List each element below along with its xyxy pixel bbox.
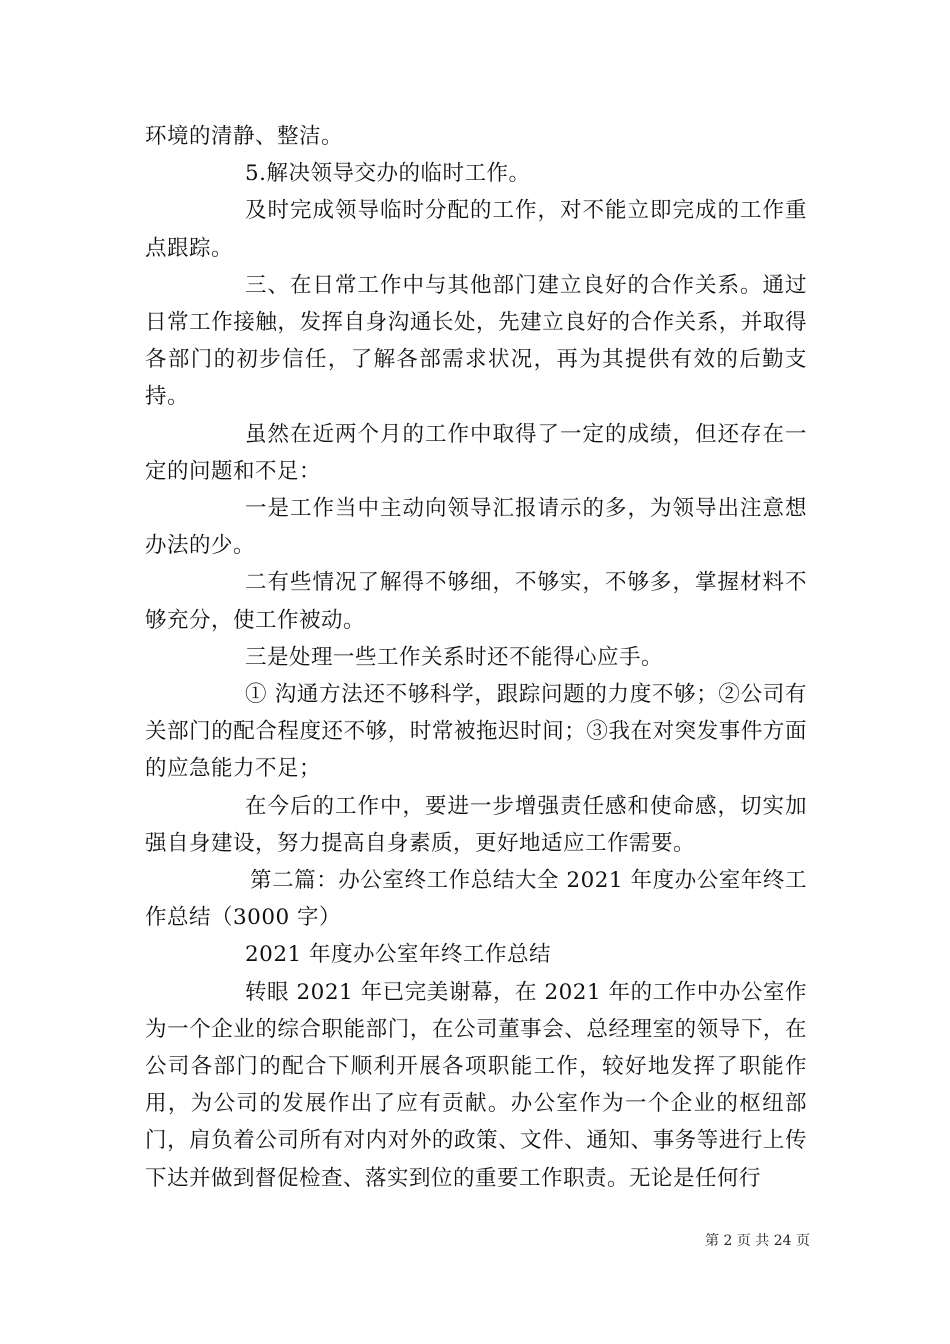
- paragraph-11: 第二篇：办公室终工作总结大全 2021 年度办公室年终工作总结（3000 字）: [145, 868, 807, 931]
- paragraph-4: 三、在日常工作中与其他部门建立良好的合作关系。通过日常工作接触，发挥自身沟通长处，先建立良好的合作关系，并取得各部门的初步信任，了解各部需求状况，再为其提供有效的后勤支持。: [145, 272, 807, 410]
- paragraph-6: 一是工作当中主动向领导汇报请示的多，为领导出注意想办法的少。: [145, 496, 807, 559]
- paragraph-9: ① 沟通方法还不够科学，跟踪问题的力度不够；②公司有关部门的配合程度还不够，时常被拖迟时间；③我在对突发事件方面的应急能力不足；: [145, 682, 807, 782]
- paragraph-7: 二有些情况了解得不够细，不够实，不够多，掌握材料不够充分，使工作被动。: [145, 570, 807, 633]
- paragraph-10: 在今后的工作中，要进一步增强责任感和使命感，切实加强自身建设，努力提高自身素质，更好地适应工作需要。: [145, 793, 807, 856]
- paragraph-1: 环境的清静、整洁。: [145, 124, 344, 149]
- paragraph-2: 5.解决领导交办的临时工作。: [245, 161, 531, 187]
- paragraph-12: 2021 年度办公室年终工作总结: [245, 942, 552, 968]
- page-number: 第 2 页 共 24 页: [705, 1233, 810, 1249]
- document-body: [145, 118, 807, 1197]
- paragraph-13: 转眼 2021 年已完美谢幕，在 2021 年的工作中办公室作为一个企业的综合职能部门，在公司董事会、总经理室的领导下，在公司各部门的配合下顺利开展各项职能工作，较好地发挥了职能作用，为公司的发展作出了应有贡献。办公室作为一个企业的枢纽部门，肩负着公司所有对内对外的政策、文件、通知、事务等进行上传下达并做到督促检查、落实到位的重要工作职责。无论是任何行: [145, 979, 807, 1191]
- paragraph-5: 虽然在近两个月的工作中取得了一定的成绩，但还存在一定的问题和不足：: [145, 421, 807, 484]
- paragraph-8: 三是处理一些工作关系时还不能得心应手。: [245, 644, 664, 670]
- paragraph-3: 及时完成领导临时分配的工作，对不能立即完成的工作重点跟踪。: [145, 198, 807, 261]
